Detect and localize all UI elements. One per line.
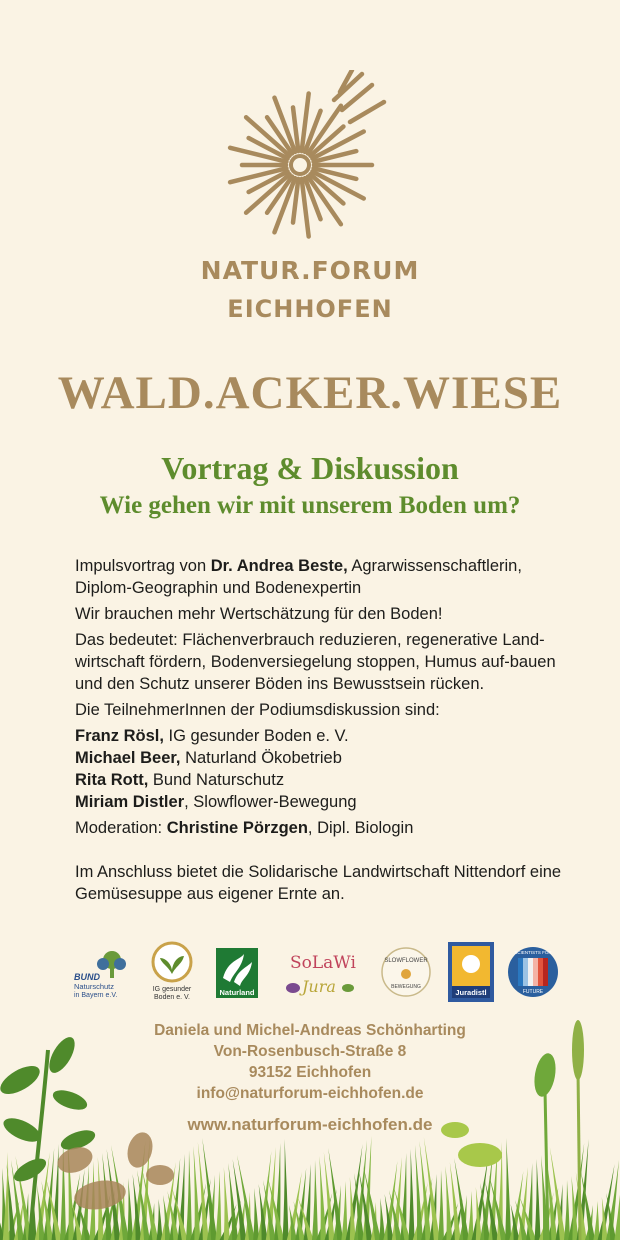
website-link[interactable]: www.naturforum-eichhofen.de xyxy=(187,1115,433,1134)
slowflower-text: SLOWFLOWER xyxy=(384,958,428,964)
brand-name: NATUR.FORUM xyxy=(200,256,420,285)
panelist-name: Michael Beer, xyxy=(75,749,181,767)
bund-text: BUND xyxy=(74,972,100,982)
juradistl-text: Juradistl xyxy=(455,988,487,997)
event-subtitle: Vortrag & Diskussion xyxy=(161,450,459,486)
bund-text-3: in Bayern e.V. xyxy=(74,992,118,999)
slowflower-logo xyxy=(382,948,430,996)
contact-street: Von-Rosenbusch-Straße 8 xyxy=(213,1043,407,1060)
ig-text: IG gesunder xyxy=(152,986,192,993)
statement: Wir brauchen mehr Wertschätzung für den Boden! xyxy=(75,605,443,623)
panelist xyxy=(75,725,575,747)
speaker-name: Dr. Andrea Beste, xyxy=(210,557,348,575)
speaker-title: Agrarwissenschaftlerin, Diplom-Geographin und Bodenexpertin xyxy=(75,557,522,597)
panelist-name: Miriam Distler xyxy=(75,793,185,811)
panelist-name: Franz Rösl, xyxy=(75,727,164,745)
panel-intro: Die TeilnehmerInnen der Podiumsdiskussion sind: xyxy=(75,701,440,719)
intro-prefix: Impulsvortrag von xyxy=(75,557,211,575)
brand-location: EICHHOFEN xyxy=(227,295,393,323)
panelist-role: Naturland Ökobetrieb xyxy=(180,749,342,767)
slowflower-text-2: BEWEGUNG xyxy=(391,984,421,990)
scientists-for-future-logo xyxy=(508,947,558,997)
panelist xyxy=(75,769,575,791)
panelist-role: Bund Naturschutz xyxy=(148,771,285,789)
panelist-name: Rita Rott, xyxy=(75,771,149,789)
event-question: Wie gehen wir mit unserem Boden um? xyxy=(99,492,521,519)
moderator-name: Christine Pörzgen xyxy=(166,819,308,837)
juradistl-logo xyxy=(448,942,494,1002)
s4f-text: SCIENTISTS FOR xyxy=(514,950,552,955)
naturland-logo xyxy=(216,948,258,998)
contact-email-link[interactable]: info@naturforum-eichhofen.de xyxy=(196,1085,424,1102)
panelist-role: , Slowflower-Bewegung xyxy=(184,793,357,811)
panelist xyxy=(75,791,575,813)
solawi-text-2: Jura xyxy=(302,977,336,996)
bund-naturschutz-logo xyxy=(74,951,126,999)
dandelion-seed-icon xyxy=(222,70,392,240)
naturland-text: Naturland xyxy=(219,988,255,997)
partner-logos xyxy=(70,938,570,1008)
solawi-jura-logo xyxy=(286,953,356,996)
panelist-role: IG gesunder Boden e. V. xyxy=(163,727,349,745)
explanation: Das bedeutet: Flächenverbrauch reduzieren, regenerative Land-wirtschaft fördern, Bodenversiegelung stoppen, Humus auf-bauen und den Schutz unserer Böden ins Bewusstsein rücken. xyxy=(75,631,556,693)
solawi-text: SoLaWi xyxy=(290,953,356,973)
ig-text-2: Boden e. V. xyxy=(154,994,190,1001)
ig-gesunder-boden-logo xyxy=(153,943,192,1001)
contact-block xyxy=(0,1020,620,1104)
page-title: WALD.ACKER.WIESE xyxy=(57,367,563,419)
panelist-list xyxy=(75,725,575,813)
moderator-title: , Dipl. Biologin xyxy=(307,819,414,837)
s4f-text-2: FUTURE xyxy=(522,989,544,995)
intro-paragraph xyxy=(75,555,575,599)
moderation-prefix: Moderation: xyxy=(75,819,167,837)
bund-text-2: Naturschutz xyxy=(74,982,115,991)
closing-note: Im Anschluss bietet die Solidarische Landwirtschaft Nittendorf eine Gemüsesuppe aus eigener Ernte an. xyxy=(75,863,562,903)
moderation xyxy=(75,817,575,839)
contact-city: 93152 Eichhofen xyxy=(248,1064,372,1081)
contact-names: Daniela und Michel-Andreas Schönharting xyxy=(154,1022,466,1039)
event-description xyxy=(75,555,575,909)
panelist xyxy=(75,747,575,769)
